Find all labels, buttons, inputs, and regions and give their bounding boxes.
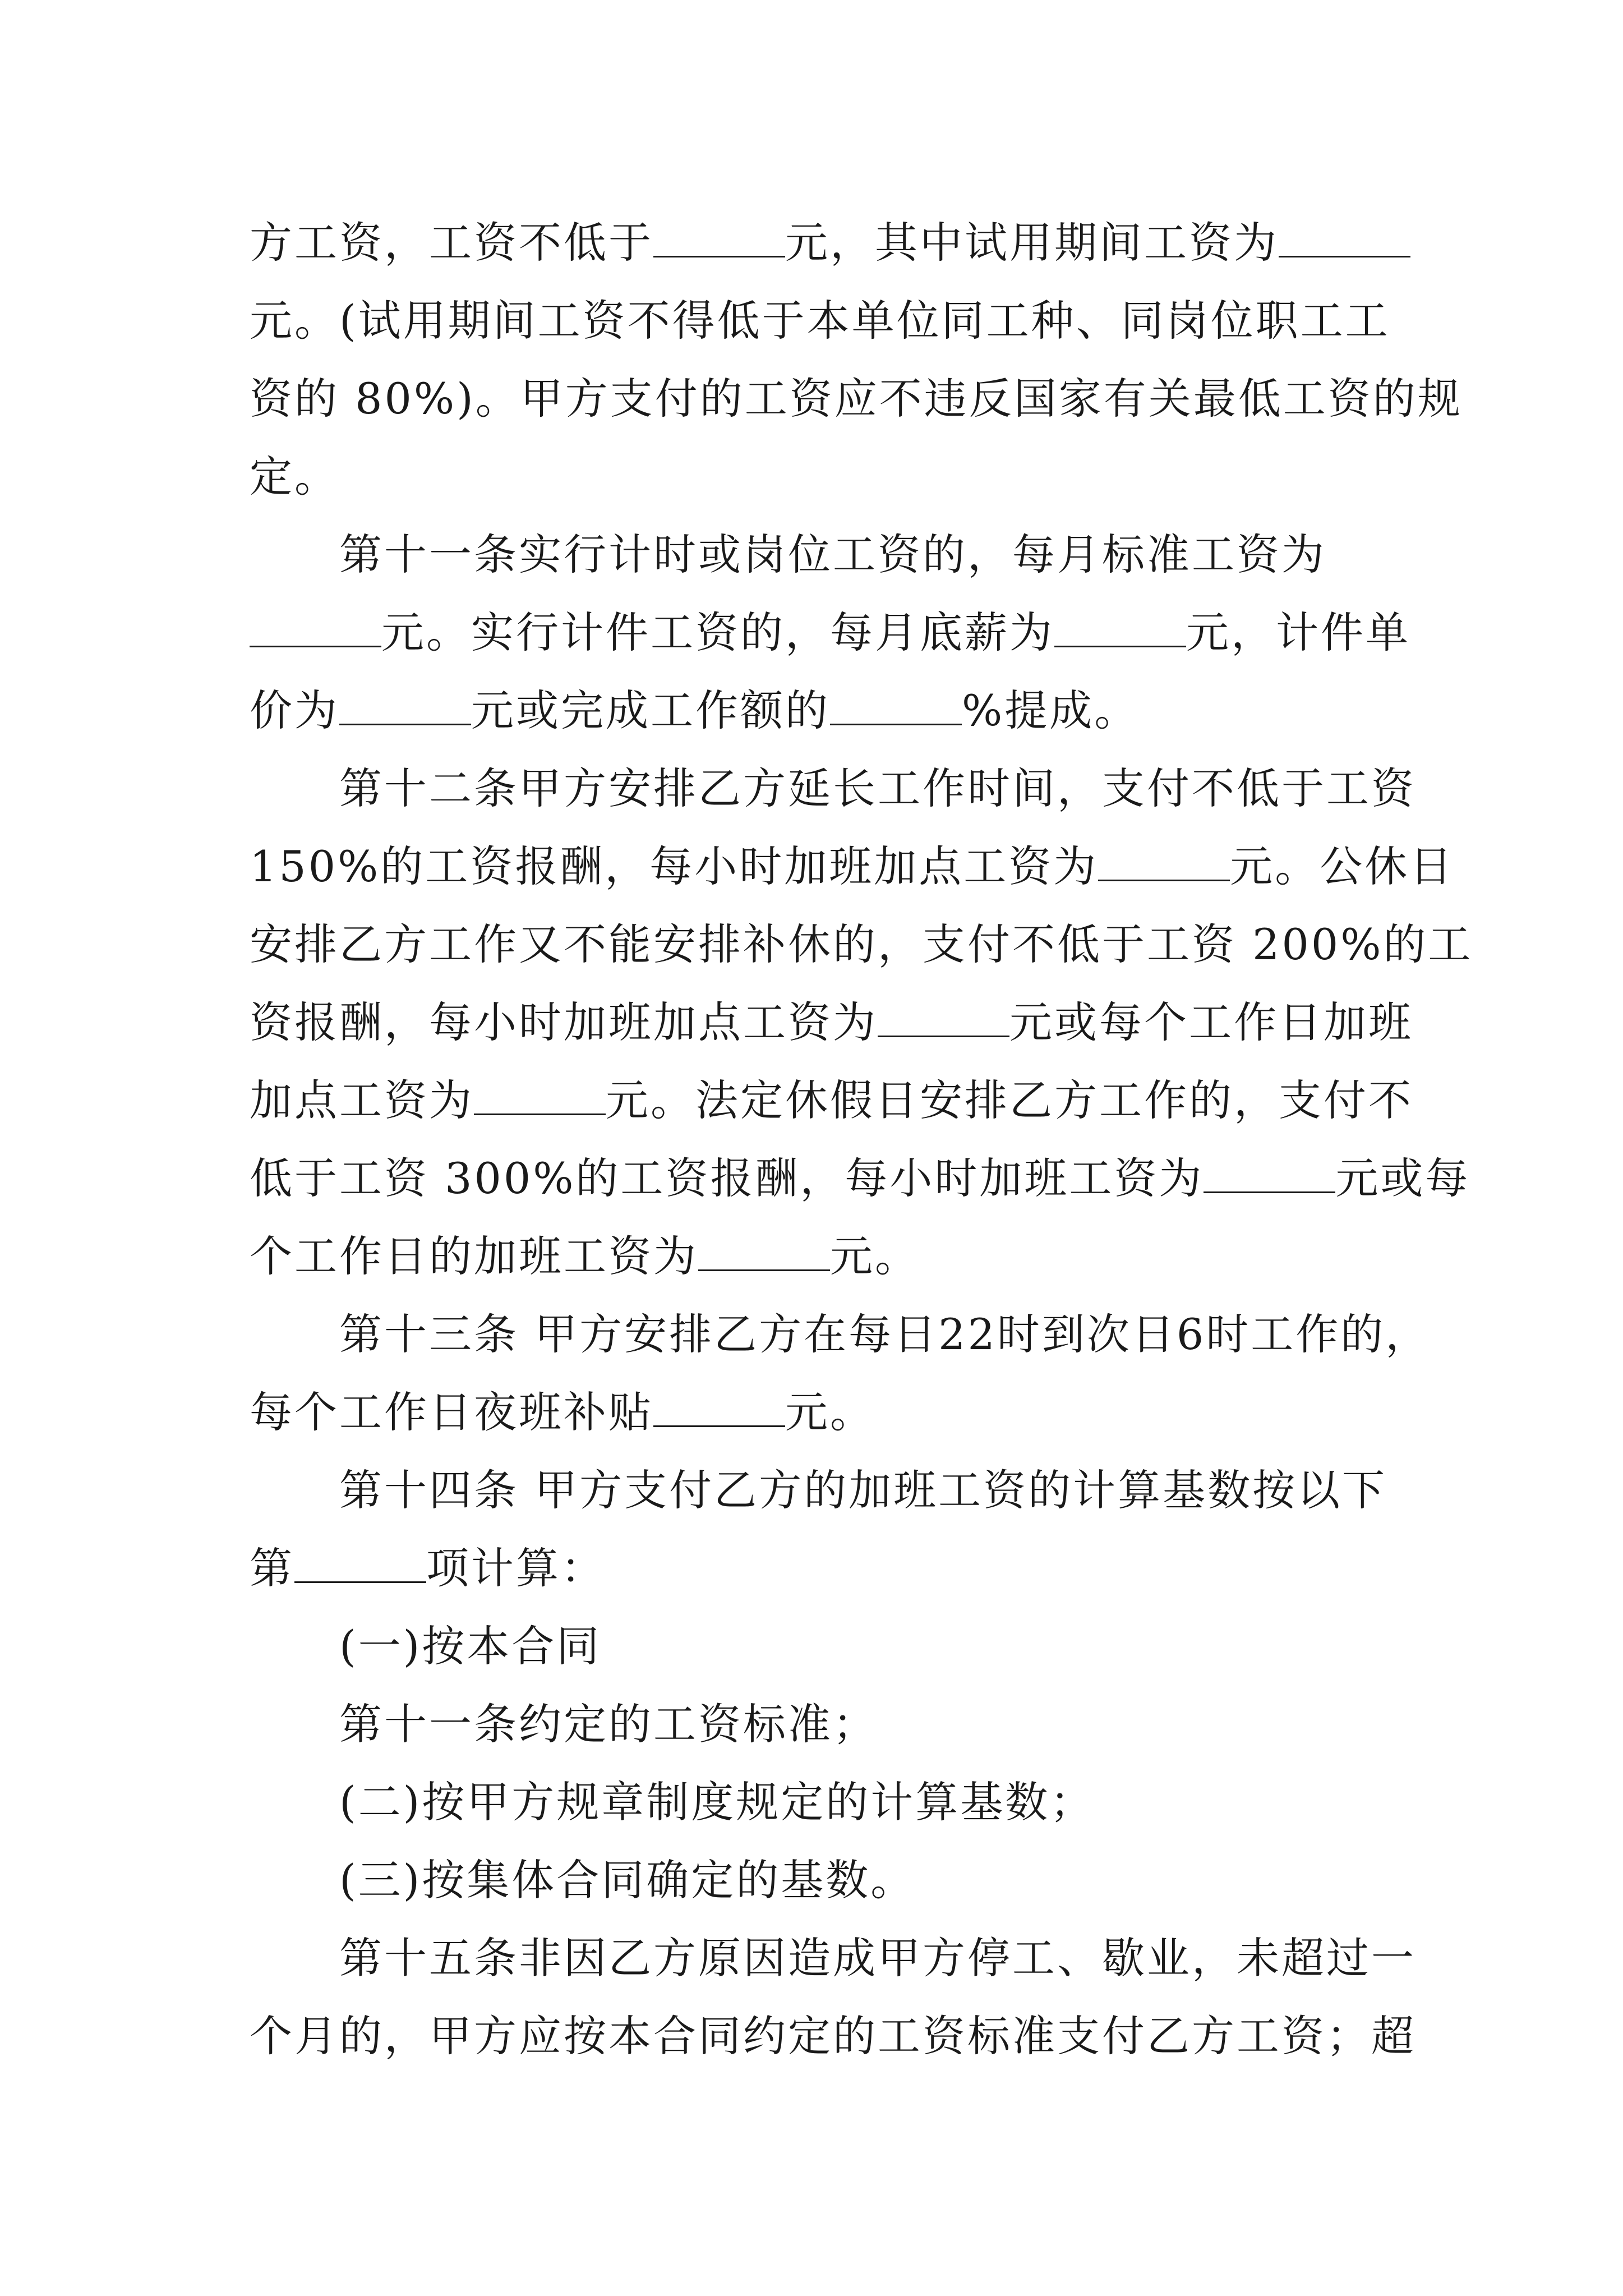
blank-field [1279, 220, 1410, 257]
text-line [250, 357, 1463, 441]
text-line [250, 981, 1413, 1065]
text-segment: 元或完成工作额的 [471, 685, 830, 735]
blank-field [878, 1000, 1009, 1037]
text-segment: 加点工资为 [250, 1075, 474, 1125]
text-segment: 第 [250, 1543, 294, 1593]
text-line [339, 1292, 1430, 1377]
text-segment: 安排乙方工作又不能安排补休的，支付不低于工资 200%的工 [250, 919, 1473, 969]
text-line [250, 1526, 606, 1611]
blank-field [830, 688, 962, 725]
text-segment: 项计算： [426, 1543, 606, 1593]
text-segment: 元或每 [1335, 1153, 1470, 1203]
text-line [339, 1838, 915, 1922]
text-line [250, 825, 1454, 909]
text-segment: 第十四条 甲方支付乙方的加班工资的计算基数按以下 [339, 1465, 1387, 1515]
text-segment: 元。公休日 [1230, 841, 1455, 891]
text-line [250, 1059, 1413, 1143]
text-segment: 个月的，甲方应按本合同约定的工资标准支付乙方工资；超 [250, 2011, 1416, 2061]
text-segment: 定。 [250, 452, 339, 501]
text-segment: 元，其中试用期间工资为 [785, 218, 1279, 268]
text-segment: 元。 [830, 1231, 920, 1281]
blank-field [653, 220, 785, 257]
text-segment: 元。实行计件工资的，每月底薪为 [381, 608, 1054, 657]
text-segment: 元或每个工作日加班 [1009, 997, 1413, 1047]
text-line [339, 513, 1326, 597]
text-line [339, 1916, 1416, 2000]
text-segment: 个工作日的加班工资为 [250, 1231, 698, 1281]
text-segment: 第十三条 甲方安排乙方在每日22时到次日6时工作的， [339, 1309, 1431, 1359]
blank-field [250, 610, 381, 647]
text-segment: 每个工作日夜班补贴 [250, 1387, 653, 1437]
text-line [250, 279, 1390, 363]
text-segment: 150%的工资报酬，每小时加班加点工资为 [250, 841, 1099, 891]
blank-field [294, 1545, 426, 1583]
text-segment: 第十二条甲方安排乙方延长工作时间，支付不低于工资 [339, 763, 1416, 813]
blank-field [1098, 844, 1230, 881]
text-line [339, 1448, 1387, 1533]
text-line [250, 669, 1139, 753]
blank-field [698, 1234, 830, 1271]
text-segment: 资的 80%)。甲方支付的工资应不违反国家有关最低工资的规 [250, 374, 1463, 424]
blank-field [1204, 1156, 1335, 1193]
text-line [250, 903, 1473, 987]
blank-field [474, 1078, 606, 1115]
text-segment: (三)按集体合同确定的基数。 [339, 1855, 916, 1905]
text-segment: 元，计件单 [1186, 608, 1410, 657]
text-line [250, 1137, 1470, 1221]
text-segment: (一)按本合同 [339, 1621, 602, 1671]
text-line [250, 1994, 1416, 2078]
text-segment: 第十一条约定的工资标准； [339, 1699, 878, 1749]
blank-field [653, 1389, 785, 1427]
text-line [250, 1214, 920, 1299]
text-segment: %提成。 [962, 685, 1140, 735]
text-line [339, 1760, 1095, 1844]
text-line [250, 435, 339, 519]
text-segment: 价为 [250, 685, 339, 735]
text-segment: 低于工资 300%的工资报酬，每小时加班工资为 [250, 1153, 1204, 1203]
text-line [339, 747, 1416, 831]
text-segment: 资报酬，每小时加班加点工资为 [250, 997, 878, 1047]
text-segment: 第十五条非因乙方原因造成甲方停工、歇业，未超过一 [339, 1933, 1416, 1983]
text-segment: 元。法定休假日安排乙方工作的，支付不 [606, 1075, 1413, 1125]
text-segment: (二)按甲方规章制度规定的计算基数； [339, 1777, 1095, 1827]
text-segment: 元。 [785, 1387, 875, 1437]
blank-field [339, 688, 471, 725]
text-segment: 第十一条实行计时或岗位工资的，每月标准工资为 [339, 530, 1326, 579]
text-line [339, 1682, 878, 1766]
text-segment: 方工资，工资不低于 [250, 218, 653, 268]
text-line [250, 1370, 875, 1455]
text-line [339, 1604, 601, 1688]
blank-field [1054, 610, 1186, 647]
text-line [250, 591, 1410, 675]
text-segment: 元。(试用期间工资不得低于本单位同工种、同岗位职工工 [250, 296, 1390, 346]
text-line [250, 201, 1410, 285]
